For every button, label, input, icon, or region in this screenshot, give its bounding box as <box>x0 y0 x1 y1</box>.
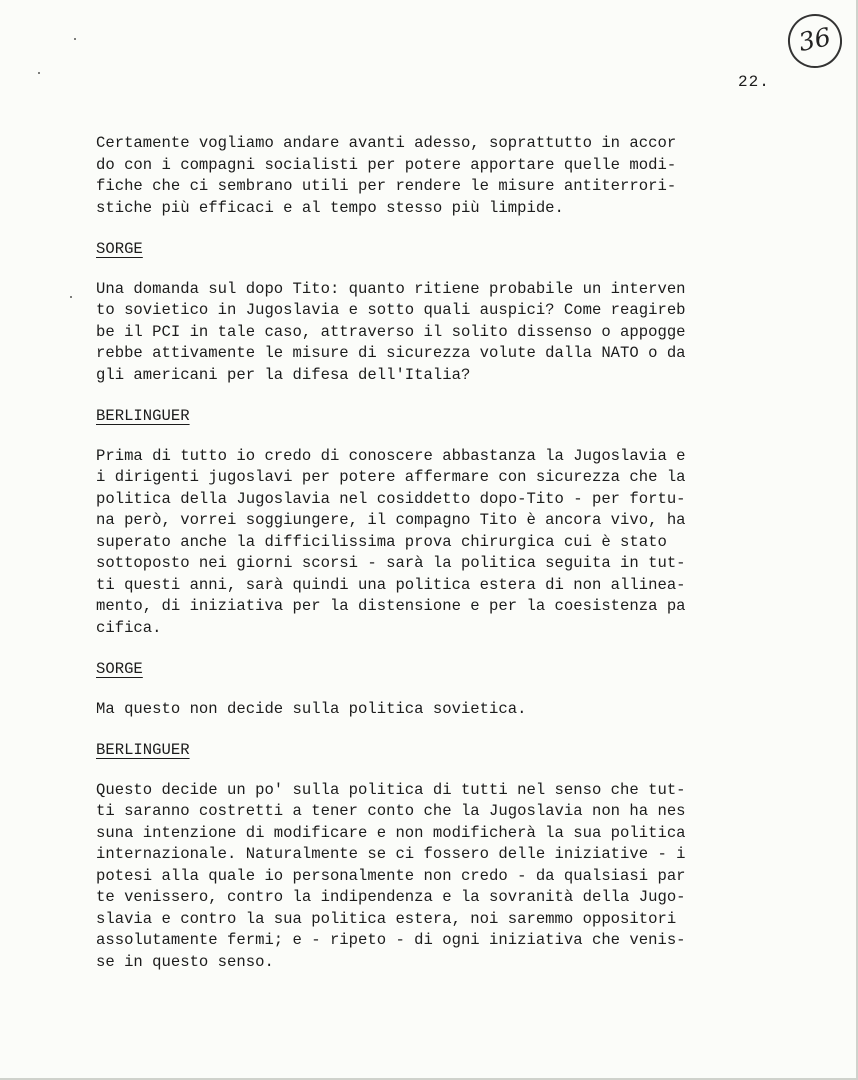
page-number: 22. <box>738 73 770 91</box>
speck <box>74 38 76 40</box>
speaker-label-sorge: SORGE <box>96 240 143 258</box>
document-body <box>96 133 786 973</box>
paragraph-question-soviet: Ma questo non decide sulla politica sovietica. <box>96 699 527 718</box>
speaker-label-berlinguer: BERLINGUER <box>96 741 190 759</box>
paragraph-question-tito: Una domanda sul dopo Tito: quanto ritiene probabile un interven to sovietico in Jugoslavia e sotto quali auspici? Come reagireb be il PCI in tale caso, attraverso il solito dissenso o appogge rebbe attivamente le misure di sicurezza volute dalla NATO o da gli americani per la difesa dell'Italia? <box>96 279 686 384</box>
speaker-label-berlinguer: BERLINGUER <box>96 407 190 425</box>
handwritten-page-stamp: 36 <box>783 9 847 73</box>
paragraph-intro: Certamente vogliamo andare avanti adesso, soprattutto in accor do con i compagni socialisti per potere apportare quelle modi- fiche che ci sembrano utili per rendere le misure antiterrori- stiche più efficaci e al tempo stesso più limpide. <box>96 134 677 217</box>
paragraph-answer-policy: Questo decide un po' sulla politica di tutti nel senso che tut- ti saranno costretti a tener conto che la Jugoslavia non ha nes suna intenzione di modificare e non modificherà la sua politica internazionale. Naturalmente se ci fossero delle iniziative - i potesi alla quale io personalmente non credo - da qualsiasi par te venissero, contro la indipendenza e la sovranità della Jugo- slavia e contro la sua politica estera, noi saremmo oppositori assolutamente fermi; e - ripeto - di ogni iniziativa che venis- se in questo senso. <box>96 780 686 971</box>
speck <box>38 72 40 74</box>
speck <box>70 296 72 298</box>
paragraph-answer-jugoslavia: Prima di tutto io credo di conoscere abbastanza la Jugoslavia e i dirigenti jugoslavi per potere affermare con sicurezza che la politica della Jugoslavia nel cosiddetto dopo-Tito - per fortu- na però, vorrei soggiungere, il compagno Tito è ancora vivo, ha superato anche la difficilissima prova chirurgica cui è stato sottoposto nei giorni scorsi - sarà la politica seguita in tut- ti questi anni, sarà quindi una politica estera di non allinea- mento, di iniziativa per la distensione e per la coesistenza pa cifica. <box>96 446 686 637</box>
speaker-label-sorge: SORGE <box>96 660 143 678</box>
